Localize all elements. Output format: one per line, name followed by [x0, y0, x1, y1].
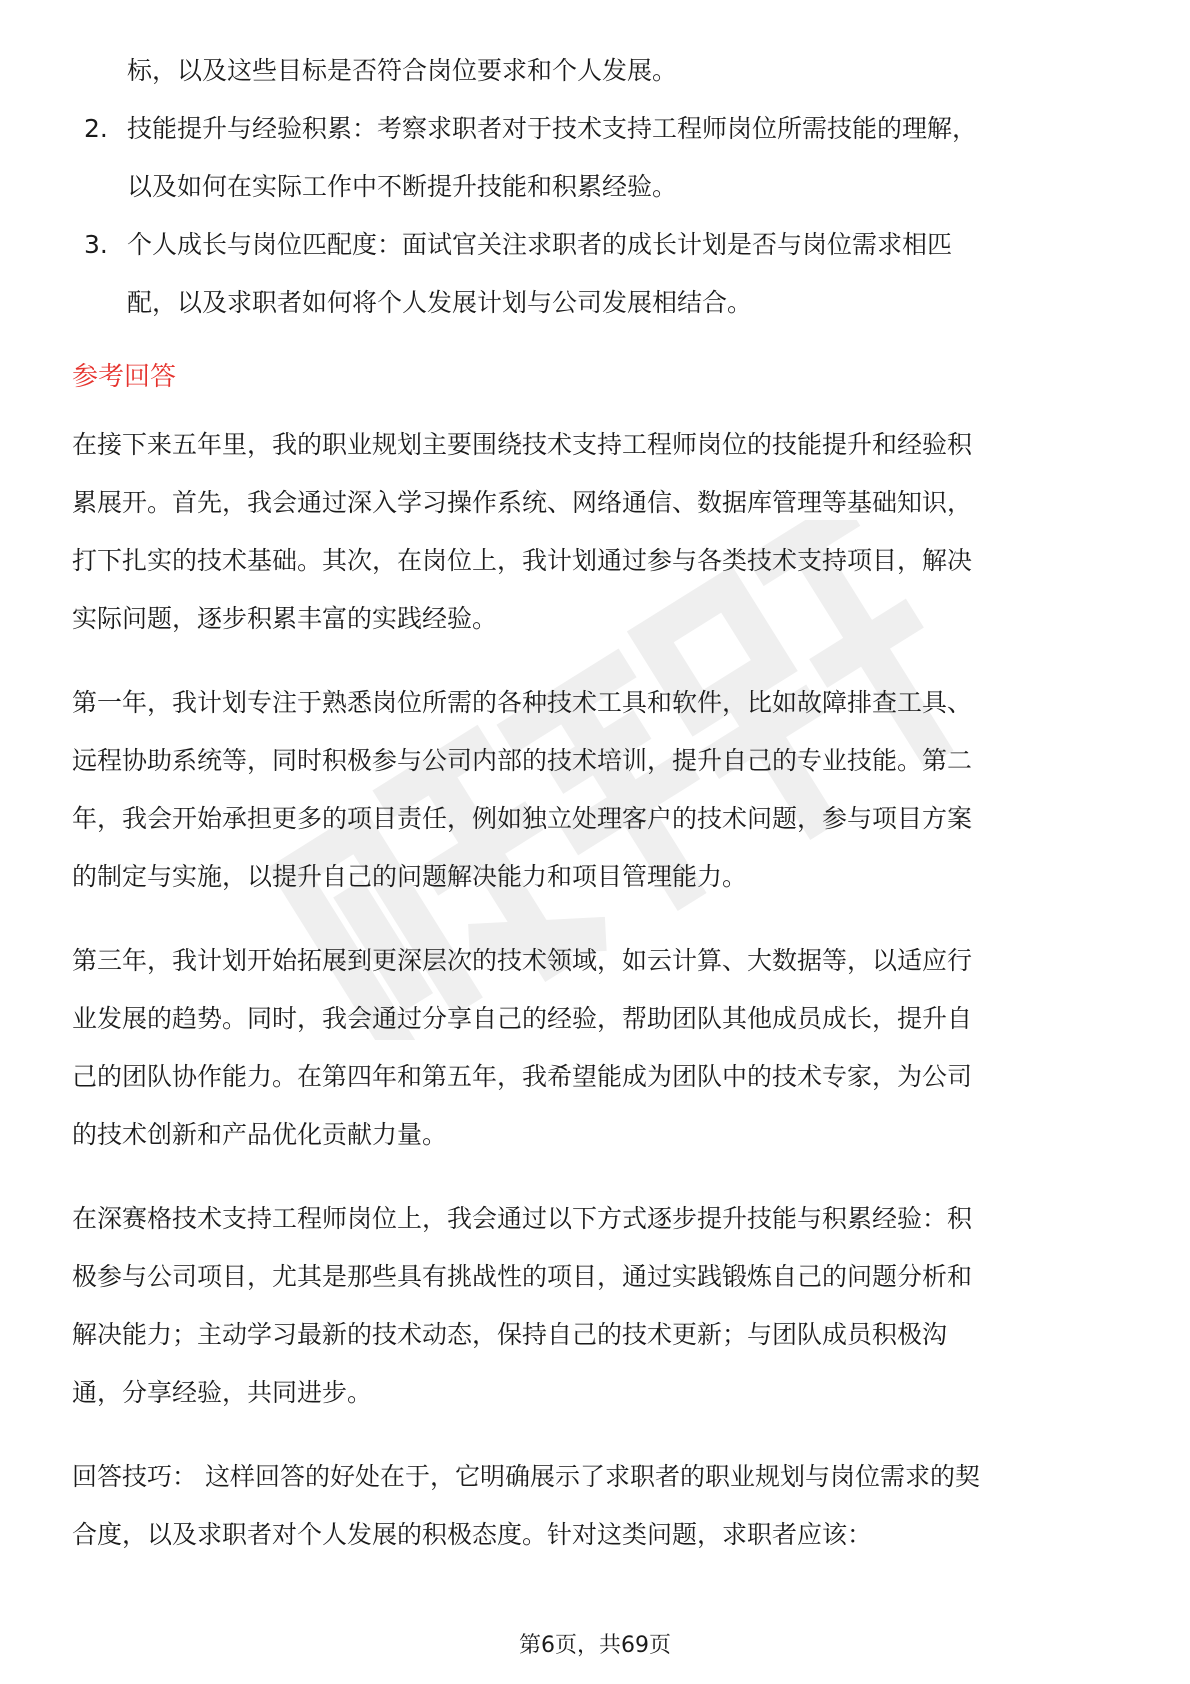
list-item-line	[72, 100, 1122, 158]
list-item-2	[72, 100, 1122, 216]
paragraph-line: 在深赛格技术支持工程师岗位上，我会通过以下方式逐步提升技能与积累经验：积	[72, 1204, 973, 1233]
section-heading: 参考回答	[72, 362, 177, 392]
paragraph-5	[72, 1448, 1122, 1564]
paragraph-line: 第三年，我计划开始拓展到更深层次的技术领域，如云计算、大数据等，以适应行	[72, 946, 973, 975]
list-item-number: 3.	[84, 230, 108, 259]
paragraph-line: 累展开。首先，我会通过深入学习操作系统、网络通信、数据库管理等基础知识，	[72, 488, 973, 517]
paragraph-line: 第一年，我计划专注于熟悉岗位所需的各种技术工具和软件，比如故障排查工具、	[72, 688, 973, 717]
list-item-text: 技能提升与经验积累：考察求职者对于技术支持工程师岗位所需技能的理解，	[127, 114, 978, 143]
paragraph-line: 在接下来五年里，我的职业规划主要围绕技术支持工程师岗位的技能提升和经验积	[72, 430, 973, 459]
paragraph-line: 己的团队协作能力。在第四年和第五年，我希望能成为团队中的技术专家，为公司	[72, 1062, 973, 1091]
list-item-number: 2.	[84, 114, 108, 143]
paragraph-line: 实际问题，逐步积累丰富的实践经验。	[72, 604, 498, 633]
paragraph-line: 通，分享经验，共同进步。	[72, 1378, 373, 1407]
paragraph-line: 解决能力；主动学习最新的技术动态，保持自己的技术更新；与团队成员积极沟	[72, 1320, 948, 1349]
paragraph-line: 远程协助系统等，同时积极参与公司内部的技术培训，提升自己的专业技能。第二	[72, 746, 973, 775]
paragraph-line: 极参与公司项目，尤其是那些具有挑战性的项目，通过实践锻炼自己的问题分析和	[72, 1262, 973, 1291]
list-item-line: 配，以及求职者如何将个人发展计划与公司发展相结合。	[127, 288, 753, 317]
paragraph-line: 的技术创新和产品优化贡献力量。	[72, 1120, 448, 1149]
paragraph-2	[72, 674, 1122, 906]
list-item-3	[72, 216, 1122, 332]
paragraph-1	[72, 416, 1122, 648]
paragraph-line: 回答技巧： 这样回答的好处在于，它明确展示了求职者的职业规划与岗位需求的契	[72, 1462, 980, 1491]
list-item-line	[72, 216, 1122, 274]
paragraph-3	[72, 932, 1122, 1164]
paragraph-line: 的制定与实施，以提升自己的问题解决能力和项目管理能力。	[72, 862, 748, 891]
paragraph-line: 合度，以及求职者对个人发展的积极态度。针对这类问题，求职者应该：	[72, 1520, 873, 1549]
page-content	[72, 42, 1122, 1590]
intro-line: 标，以及这些目标是否符合岗位要求和个人发展。	[127, 56, 678, 85]
page-number-footer: 第6页，共69页	[519, 1633, 671, 1658]
list-item-line: 以及如何在实际工作中不断提升技能和积累经验。	[127, 172, 678, 201]
numbered-list	[72, 100, 1122, 332]
list-item-text: 个人成长与岗位匹配度：面试官关注求职者的成长计划是否与岗位需求相匹	[127, 230, 953, 259]
paragraph-line: 业发展的趋势。同时，我会通过分享自己的经验，帮助团队其他成员成长，提升自	[72, 1004, 973, 1033]
paragraph-line: 打下扎实的技术基础。其次，在岗位上，我计划通过参与各类技术支持项目，解决	[72, 546, 973, 575]
paragraph-4	[72, 1190, 1122, 1422]
paragraph-line: 年，我会开始承担更多的项目责任，例如独立处理客户的技术问题，参与项目方案	[72, 804, 973, 833]
